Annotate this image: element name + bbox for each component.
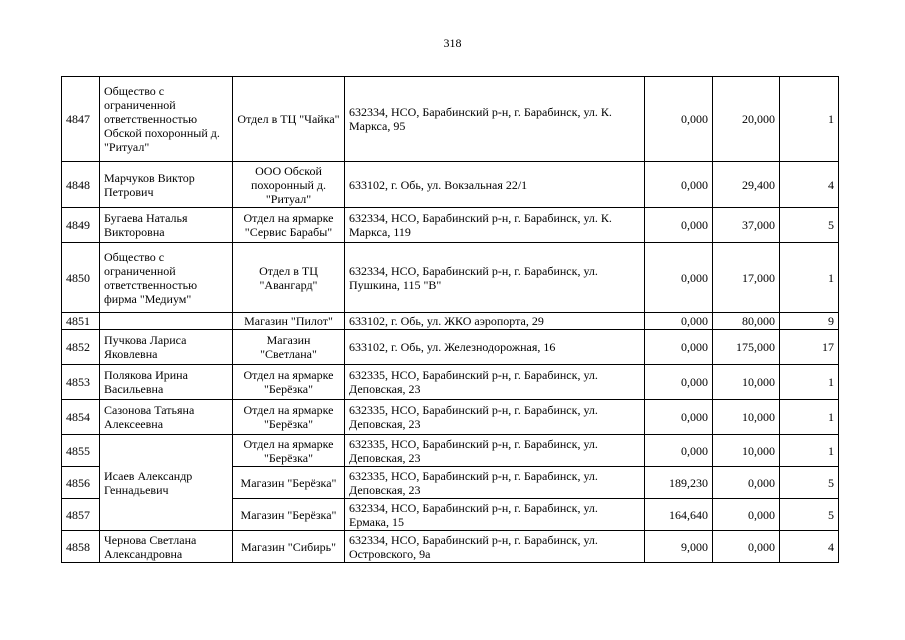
value-3: 1: [780, 77, 839, 162]
address: 632335, НСО, Барабинский р-н, г. Барабинск, ул. Деповская, 23: [345, 400, 645, 435]
value-3: 17: [780, 330, 839, 365]
address: 632335, НСО, Барабинский р-н, г. Барабинск, ул. Деповская, 23: [345, 365, 645, 400]
value-1: 189,230: [645, 467, 713, 499]
value-2: 175,000: [713, 330, 780, 365]
owner-name: Общество с ограниченной ответственностью фирма "Медиум": [100, 243, 233, 313]
table-row: [62, 531, 839, 563]
registry-table: [61, 76, 839, 563]
owner-name: Сазонова Татьяна Алексеевна: [100, 400, 233, 435]
address: 632334, НСО, Барабинский р-н, г. Барабинск, ул. Островского, 9а: [345, 531, 645, 563]
value-1: 0,000: [645, 313, 713, 330]
value-2: 10,000: [713, 435, 780, 467]
value-1: 0,000: [645, 435, 713, 467]
value-2: 17,000: [713, 243, 780, 313]
value-3: 5: [780, 208, 839, 243]
row-number: 4848: [62, 162, 100, 208]
table-row: [62, 162, 839, 208]
object-name: Отдел в ТЦ "Авангард": [233, 243, 345, 313]
value-3: 1: [780, 365, 839, 400]
row-number: 4858: [62, 531, 100, 563]
object-name: ООО Обской похоронный д. "Ритуал": [233, 162, 345, 208]
object-name: Отдел в ТЦ "Чайка": [233, 77, 345, 162]
row-number: 4851: [62, 313, 100, 330]
value-3: 1: [780, 243, 839, 313]
object-name: Отдел на ярмарке "Берёзка": [233, 365, 345, 400]
table-row: [62, 365, 839, 400]
table-row: [62, 77, 839, 162]
row-number: 4853: [62, 365, 100, 400]
value-2: 80,000: [713, 313, 780, 330]
value-1: 164,640: [645, 499, 713, 531]
table-row: [62, 400, 839, 435]
table-row: [62, 313, 839, 330]
object-name: Магазин "Берёзка": [233, 499, 345, 531]
object-name: Отдел на ярмарке "Сервис Барабы": [233, 208, 345, 243]
value-2: 20,000: [713, 77, 780, 162]
value-2: 0,000: [713, 499, 780, 531]
row-number: 4850: [62, 243, 100, 313]
row-number: 4852: [62, 330, 100, 365]
address: 632334, НСО, Барабинский р-н, г. Барабинск, ул. К. Маркса, 95: [345, 77, 645, 162]
value-2: 0,000: [713, 467, 780, 499]
address: 632335, НСО, Барабинский р-н, г. Барабинск, ул. Деповская, 23: [345, 467, 645, 499]
object-name: Магазин "Светлана": [233, 330, 345, 365]
owner-name: Чернова Светлана Александровна: [100, 531, 233, 563]
value-3: 5: [780, 499, 839, 531]
object-name: Магазин "Пилот": [233, 313, 345, 330]
value-1: 0,000: [645, 162, 713, 208]
address: 633102, г. Обь, ул. ЖКО аэропорта, 29: [345, 313, 645, 330]
value-3: 1: [780, 400, 839, 435]
value-3: 4: [780, 531, 839, 563]
value-1: 0,000: [645, 243, 713, 313]
address: 633102, г. Обь, ул. Железнодорожная, 16: [345, 330, 645, 365]
row-number: 4856: [62, 467, 100, 499]
value-3: 9: [780, 313, 839, 330]
table-row: [62, 435, 839, 467]
owner-name: Марчуков Виктор Петрович: [100, 162, 233, 208]
value-2: 37,000: [713, 208, 780, 243]
object-name: Магазин "Берёзка": [233, 467, 345, 499]
row-number: 4847: [62, 77, 100, 162]
row-number: 4855: [62, 435, 100, 467]
address: 632334, НСО, Барабинский р-н, г. Барабинск, ул. К. Маркса, 119: [345, 208, 645, 243]
value-1: 0,000: [645, 330, 713, 365]
owner-name: [100, 313, 233, 330]
object-name: Отдел на ярмарке "Берёзка": [233, 400, 345, 435]
object-name: Магазин "Сибирь": [233, 531, 345, 563]
value-1: 0,000: [645, 365, 713, 400]
address: 633102, г. Обь, ул. Вокзальная 22/1: [345, 162, 645, 208]
value-2: 10,000: [713, 365, 780, 400]
address: 632335, НСО, Барабинский р-н, г. Барабинск, ул. Деповская, 23: [345, 435, 645, 467]
value-1: 0,000: [645, 77, 713, 162]
object-name: Отдел на ярмарке "Берёзка": [233, 435, 345, 467]
value-1: 0,000: [645, 400, 713, 435]
value-1: 0,000: [645, 208, 713, 243]
owner-name: Исаев Александр Геннадьевич: [100, 435, 233, 531]
value-2: 0,000: [713, 531, 780, 563]
owner-name: Общество с ограниченной ответственностью Обской похоронный д. "Ритуал": [100, 77, 233, 162]
table-row: [62, 208, 839, 243]
value-3: 4: [780, 162, 839, 208]
address: 632334, НСО, Барабинский р-н, г. Барабинск, ул. Ермака, 15: [345, 499, 645, 531]
row-number: 4849: [62, 208, 100, 243]
value-2: 29,400: [713, 162, 780, 208]
address: 632334, НСО, Барабинский р-н, г. Барабинск, ул. Пушкина, 115 "В": [345, 243, 645, 313]
owner-name: Полякова Ирина Васильевна: [100, 365, 233, 400]
owner-name: Бугаева Наталья Викторовна: [100, 208, 233, 243]
table-row: [62, 243, 839, 313]
value-2: 10,000: [713, 400, 780, 435]
value-1: 9,000: [645, 531, 713, 563]
value-3: 5: [780, 467, 839, 499]
row-number: 4857: [62, 499, 100, 531]
table-row: [62, 330, 839, 365]
page-number: 318: [443, 36, 462, 50]
row-number: 4854: [62, 400, 100, 435]
value-3: 1: [780, 435, 839, 467]
owner-name: Пучкова Лариса Яковлевна: [100, 330, 233, 365]
